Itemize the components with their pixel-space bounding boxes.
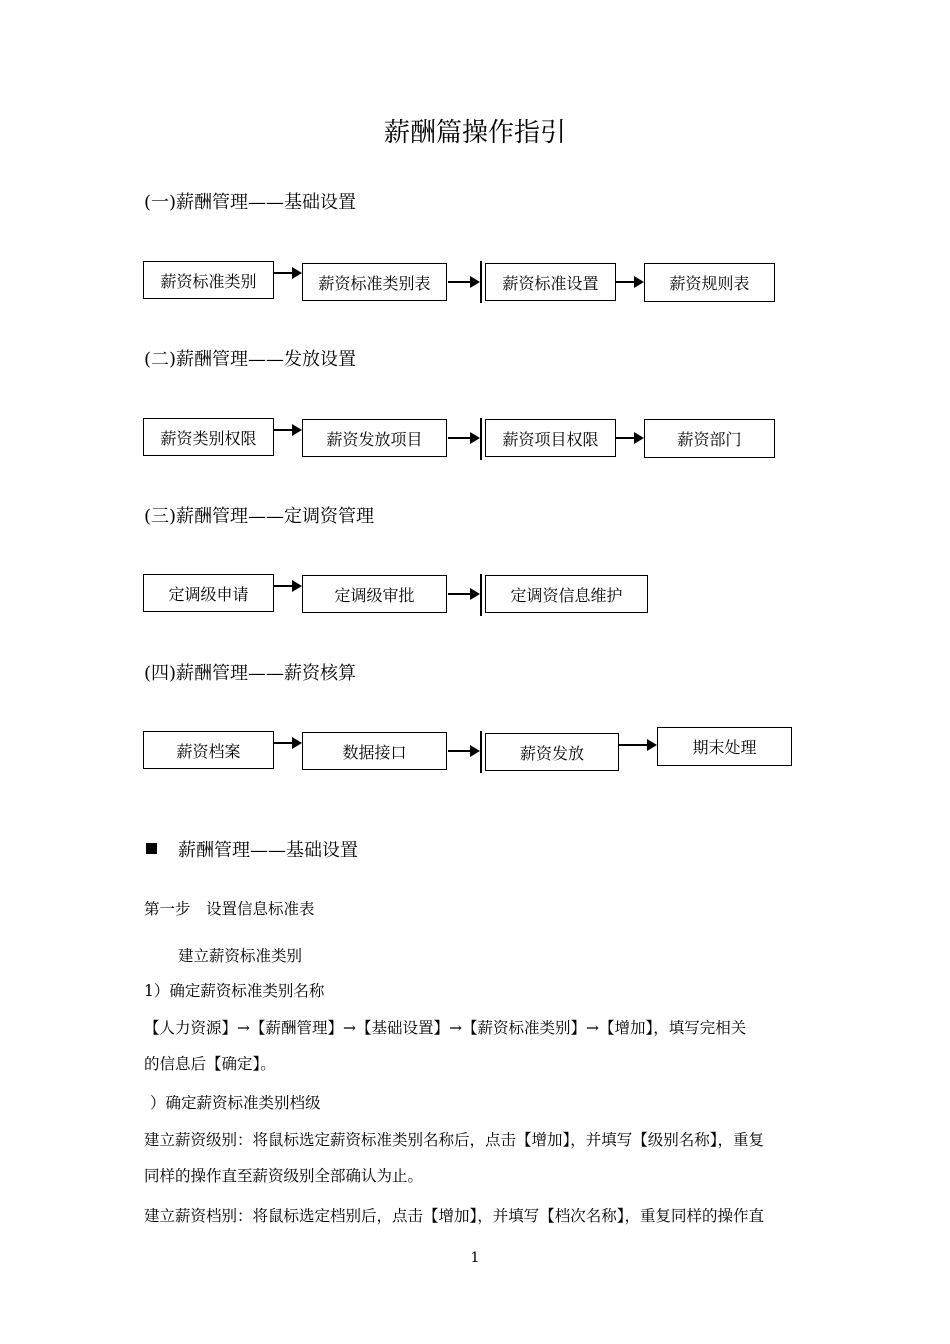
arrow-icon bbox=[616, 431, 644, 445]
flow-box-salary-standard-settings: 薪资标准设置 bbox=[485, 263, 616, 301]
page-number: 1 bbox=[470, 1250, 480, 1266]
flow-box-salary-department: 薪资部门 bbox=[644, 419, 775, 458]
list-item-2: ）确定薪资标准类别档级 bbox=[150, 1094, 321, 1112]
flow-box-salary-item-permission: 薪资项目权限 bbox=[485, 419, 616, 457]
section-heading-1: (一)薪酬管理——基础设置 bbox=[144, 192, 357, 213]
step-heading: 第一步 设置信息标准表 bbox=[144, 900, 315, 918]
section-heading-2: (二)薪酬管理——发放设置 bbox=[144, 349, 357, 370]
flow-box-salary-standard-category-table: 薪资标准类别表 bbox=[302, 263, 447, 301]
arrow-icon bbox=[448, 587, 480, 601]
arrow-icon bbox=[616, 275, 644, 289]
section-heading-3: (三)薪酬管理——定调资管理 bbox=[144, 506, 375, 527]
arrow-icon bbox=[448, 275, 480, 289]
flow-box-grade-application: 定调级申请 bbox=[143, 574, 274, 612]
bullet-square-icon bbox=[146, 843, 157, 854]
arrow-icon bbox=[448, 744, 480, 758]
paragraph-line: 【人力资源】→【薪酬管理】→【基础设置】→【薪资标准类别】→【增加】，填写完相关 bbox=[144, 1019, 747, 1037]
flow-box-salary-payment: 薪资发放 bbox=[485, 733, 619, 771]
separator-line bbox=[480, 731, 482, 773]
subheading: 建立薪资标准类别 bbox=[178, 947, 303, 965]
separator-line bbox=[480, 574, 482, 616]
list-item-1: 1）确定薪资标准类别名称 bbox=[144, 982, 325, 1000]
paragraph-line: 建立薪资级别：将鼠标选定薪资标准类别名称后，点击【增加】，并填写【级别名称】，重复 bbox=[144, 1131, 765, 1149]
arrow-icon bbox=[274, 736, 302, 750]
flow-box-grade-approval: 定调级审批 bbox=[302, 575, 447, 613]
flow-box-salary-category-permission: 薪资类别权限 bbox=[143, 418, 274, 456]
arrow-icon bbox=[448, 431, 480, 445]
paragraph-line: 建立薪资档别：将鼠标选定档别后，点击【增加】，并填写【档次名称】，重复同样的操作直 bbox=[144, 1207, 765, 1225]
arrow-icon bbox=[619, 738, 657, 752]
paragraph-line: 的信息后【确定】。 bbox=[144, 1055, 276, 1073]
page-title: 薪酬篇操作指引 bbox=[383, 118, 566, 148]
arrow-icon bbox=[274, 423, 302, 437]
separator-line bbox=[480, 418, 482, 460]
flow-box-salary-payment-items: 薪资发放项目 bbox=[302, 419, 447, 457]
paragraph-line: 同样的操作直至薪资级别全部确认为止。 bbox=[144, 1167, 424, 1185]
section-heading-4: (四)薪酬管理——薪资核算 bbox=[144, 663, 357, 684]
detail-heading: 薪酬管理——基础设置 bbox=[178, 840, 358, 861]
flow-box-salary-standard-category: 薪资标准类别 bbox=[143, 261, 274, 299]
arrow-icon bbox=[274, 266, 302, 280]
flow-box-data-interface: 数据接口 bbox=[302, 732, 447, 770]
flow-box-salary-rules-table: 薪资规则表 bbox=[644, 263, 775, 302]
flow-box-salary-adjustment-maintenance: 定调资信息维护 bbox=[485, 575, 648, 613]
arrow-icon bbox=[274, 579, 302, 593]
flow-box-salary-archive: 薪资档案 bbox=[143, 731, 274, 769]
flow-box-period-end-processing: 期末处理 bbox=[657, 727, 792, 766]
separator-line bbox=[480, 261, 482, 303]
